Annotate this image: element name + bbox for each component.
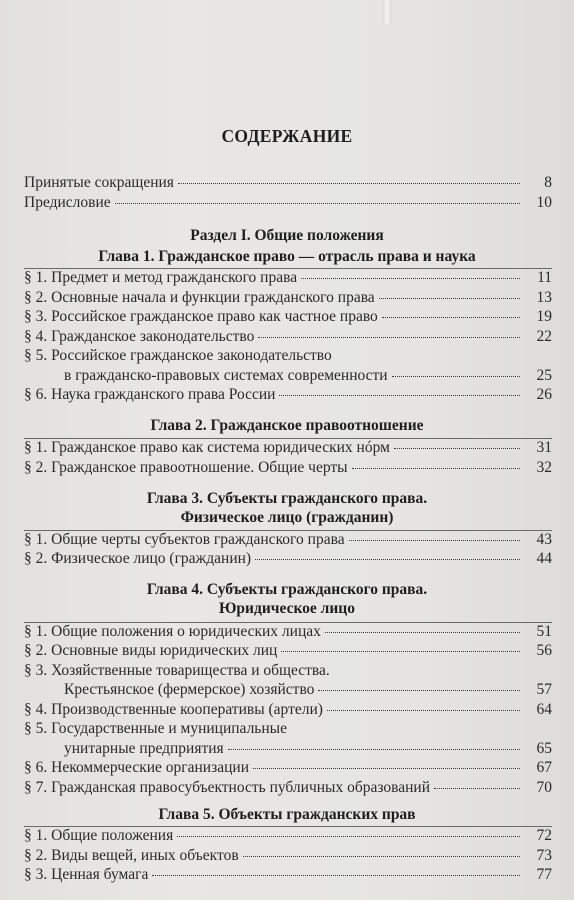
dot-leader bbox=[178, 183, 520, 184]
toc-entry-page: 64 bbox=[536, 700, 552, 718]
toc-entry-page: 57 bbox=[536, 681, 552, 699]
toc-entry[interactable] bbox=[24, 758, 552, 778]
toc-entry-label: § 2. Основные виды юридических лиц bbox=[24, 642, 278, 660]
toc-entry-page: 72 bbox=[536, 827, 552, 845]
toc-entry-label: § 4. Гражданское законодательство bbox=[24, 327, 255, 345]
dot-leader bbox=[327, 710, 520, 711]
dot-leader bbox=[325, 632, 520, 633]
toc-entry[interactable] bbox=[24, 173, 552, 193]
toc-entry-page: 31 bbox=[536, 439, 552, 457]
toc-entry-page: 70 bbox=[536, 778, 552, 796]
toc-entry-page: 77 bbox=[536, 866, 552, 884]
dot-leader bbox=[177, 836, 520, 837]
dot-leader bbox=[318, 690, 520, 691]
toc-entry[interactable] bbox=[24, 438, 552, 458]
toc-entry-label: § 2. Основные начала и функции гражданского права bbox=[24, 288, 375, 306]
dot-leader bbox=[253, 768, 520, 769]
toc-entry-label: Предисловие bbox=[24, 193, 111, 211]
toc-entry[interactable] bbox=[24, 288, 552, 308]
dot-leader bbox=[394, 448, 520, 449]
toc-entry-label: Крестьянское (фермерское) хозяйство bbox=[64, 681, 315, 699]
toc-entry-page: 8 bbox=[544, 173, 552, 191]
toc-entry[interactable] bbox=[24, 739, 552, 759]
toc-entry-page: 13 bbox=[536, 288, 552, 306]
toc-entry[interactable] bbox=[24, 268, 552, 288]
chapter-subheading: Физическое лицо (гражданин) bbox=[180, 509, 394, 527]
toc-entry[interactable] bbox=[24, 826, 552, 846]
toc-entry[interactable] bbox=[24, 193, 552, 213]
toc-entry-label: § 4. Производственные кооперативы (артели) bbox=[24, 700, 323, 718]
toc-entry-page: 56 bbox=[536, 642, 552, 660]
toc-entry-page: 11 bbox=[537, 269, 552, 287]
dot-leader bbox=[379, 298, 520, 299]
toc-entry-label: Принятые сокращения bbox=[24, 173, 174, 191]
dot-leader bbox=[228, 749, 520, 750]
toc-entry[interactable] bbox=[24, 549, 552, 569]
toc-entry[interactable] bbox=[24, 846, 552, 866]
dot-leader bbox=[258, 337, 520, 338]
toc-entry-label: § 2. Физическое лицо (гражданин) bbox=[24, 550, 252, 568]
toc-entry-page: 25 bbox=[536, 366, 552, 384]
dot-leader bbox=[392, 376, 520, 377]
toc-entry-label: § 2. Гражданское правоотношение. Общие черты bbox=[24, 459, 348, 476]
toc-entry-label: § 1. Общие положения bbox=[24, 827, 174, 845]
toc-entry-label: § 6. Наука гражданского права России bbox=[24, 386, 276, 404]
chapter-heading: Глава 1. Гражданское право — отрасль права и наука bbox=[98, 247, 476, 265]
dot-leader bbox=[152, 875, 520, 876]
toc-entry-label: § 6. Некоммерческие организации bbox=[24, 759, 249, 777]
dot-leader bbox=[115, 203, 520, 204]
toc-entry[interactable] bbox=[24, 865, 552, 885]
toc-entry[interactable] bbox=[24, 622, 552, 642]
toc-entry-page: 32 bbox=[536, 459, 552, 476]
toc-entry-label: § 1. Общие положения о юридических лицах bbox=[24, 622, 321, 640]
toc-entry[interactable] bbox=[24, 680, 552, 700]
toc-entry[interactable] bbox=[24, 458, 552, 478]
toc-entry-page: 65 bbox=[536, 739, 552, 757]
chapter-heading: Глава 2. Гражданское правоотношение bbox=[150, 417, 424, 435]
toc-entry-label: § 1. Общие черты субъектов гражданского права bbox=[24, 530, 345, 548]
toc-entry[interactable] bbox=[24, 307, 552, 327]
toc-entry-page: 43 bbox=[536, 530, 552, 548]
toc-entry-page: 10 bbox=[536, 193, 552, 211]
toc-entry-page: 19 bbox=[536, 308, 552, 326]
toc-entry-label: в гражданско-правовых системах современности bbox=[64, 366, 388, 384]
dot-leader bbox=[301, 278, 520, 279]
toc-entry-page: 73 bbox=[536, 846, 552, 864]
toc-entry-label: унитарные предприятия bbox=[64, 739, 224, 757]
toc-entry[interactable] bbox=[24, 327, 552, 347]
toc-entry-label: § 3. Российское гражданское право как частное право bbox=[24, 308, 378, 326]
toc-entry[interactable] bbox=[24, 700, 552, 720]
toc-entry-line[interactable]: § 3. Хозяйственные товарищества и общества. bbox=[24, 661, 330, 679]
toc-entry[interactable] bbox=[24, 366, 552, 386]
section-heading: Раздел I. Общие положения bbox=[190, 227, 384, 245]
dot-leader bbox=[255, 559, 520, 560]
toc-entry-label: § 7. Гражданская правосубъектность публичных образований bbox=[24, 778, 431, 796]
toc-entry-page: 44 bbox=[536, 550, 552, 568]
toc-entry-label: § 2. Виды вещей, иных объектов bbox=[24, 846, 239, 864]
contents-title: СОДЕРЖАНИЕ bbox=[221, 126, 353, 146]
page-crease bbox=[382, 0, 392, 24]
toc-entry[interactable] bbox=[24, 641, 552, 661]
dot-leader bbox=[349, 540, 520, 541]
dot-leader bbox=[352, 468, 520, 469]
toc-entry-page: 67 bbox=[536, 759, 552, 777]
chapter-subheading: Юридическое лицо bbox=[218, 600, 355, 618]
toc-entry-page: 51 bbox=[536, 622, 552, 640]
toc-entry[interactable] bbox=[24, 530, 552, 550]
toc-entry-page: 26 bbox=[536, 386, 552, 404]
dot-leader bbox=[243, 856, 520, 857]
chapter-heading: Глава 4. Субъекты гражданского права. bbox=[146, 580, 428, 598]
toc-entry-label: § 1. Предмет и метод гражданского права bbox=[24, 269, 298, 287]
chapter-heading: Глава 5. Объекты гражданских прав bbox=[158, 805, 416, 823]
toc-entry-label: § 3. Ценная бумага bbox=[24, 866, 149, 884]
dot-leader bbox=[382, 317, 520, 318]
toc-entry-line[interactable]: § 5. Государственные и муниципальные bbox=[24, 720, 287, 738]
dot-leader bbox=[281, 651, 520, 652]
toc-entry-line[interactable]: § 5. Российское гражданское законодательство bbox=[24, 347, 332, 365]
toc-entry[interactable] bbox=[24, 778, 552, 798]
dot-leader bbox=[279, 395, 520, 396]
dot-leader bbox=[434, 788, 520, 789]
toc-entry-label: § 1. Гражданское право как система юридических нóрм bbox=[24, 439, 390, 457]
chapter-heading: Глава 3. Субъекты гражданского права. bbox=[146, 489, 428, 507]
toc-entry-page: 22 bbox=[536, 327, 552, 345]
toc-entry[interactable] bbox=[24, 385, 552, 405]
